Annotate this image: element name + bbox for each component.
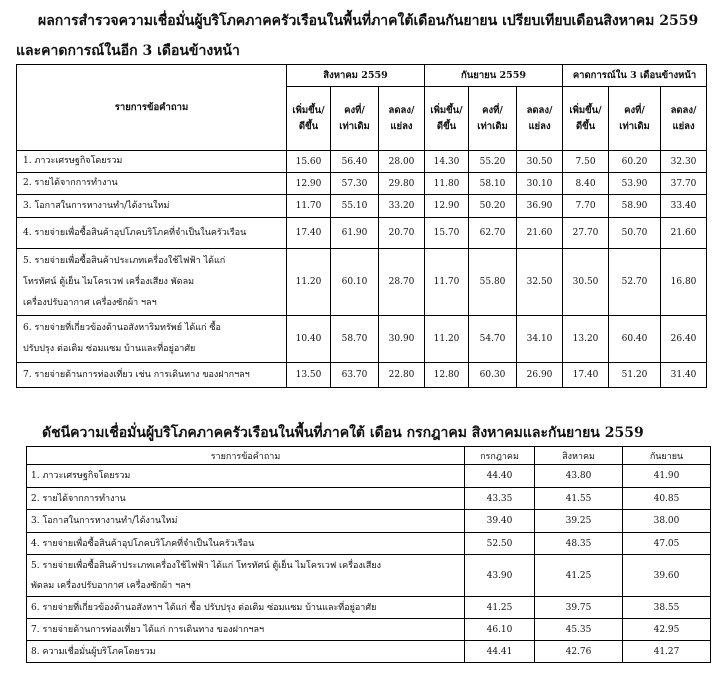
value-cell: 22.80 <box>379 363 425 388</box>
row-label-line: 8. ความเชื่อมั่นผู้บริโภคโดยรวม <box>31 646 156 657</box>
value-cell: 34.10 <box>517 316 563 363</box>
value-cell: 20.70 <box>379 218 425 249</box>
sub-header <box>563 87 609 151</box>
value-cell: 7.70 <box>563 195 609 218</box>
month-header: สิงหาคม <box>535 447 623 465</box>
value-cell: 33.40 <box>661 195 707 218</box>
sub-header-top: คงที่/ <box>624 104 645 116</box>
row-label-line: เครื่องปรับอากาศ เครื่องซักผ้า ฯลฯ <box>23 297 157 308</box>
period-header: กันยายน 2559 <box>425 65 563 87</box>
value-cell: 40.85 <box>623 488 711 510</box>
index-item-header: รายการข้อคำถาม <box>27 447 465 465</box>
row-label <box>27 465 465 488</box>
row-label <box>17 249 287 316</box>
index-title: ดัชนีความเชื่อมั่นผู้บริโภคภาคครัวเรือนในพื้นที่ภาคใต้ เดือน กรกฎาคม สิงหาคมและกันยายน 2559 <box>42 425 644 441</box>
value-cell: 52.70 <box>609 249 661 316</box>
sub-header-bottom: ดีขึ้น <box>436 120 457 132</box>
value-cell: 15.60 <box>287 151 331 173</box>
value-cell: 44.41 <box>465 641 535 663</box>
period-header: คาดการณ์ใน 3 เดือนข้างหน้า <box>563 65 707 87</box>
value-cell: 11.80 <box>425 173 469 195</box>
sub-header-top: คงที่/ <box>482 104 503 116</box>
sub-header <box>425 87 469 151</box>
value-cell: 54.70 <box>469 316 517 363</box>
table-row <box>17 249 707 316</box>
table-row <box>17 195 707 218</box>
sub-header <box>517 87 563 151</box>
sub-header <box>379 87 425 151</box>
value-cell: 41.25 <box>465 597 535 619</box>
table-row <box>17 316 707 363</box>
row-label-line: 5. รายจ่ายเพื่อซื้อสินค้าประเภทเครื่องใช้ไฟฟ้า ได้แก่ โทรทัศน์ ตู้เย็น ไมโครเวฟ เครื่องเสียง <box>31 560 382 571</box>
value-cell: 41.27 <box>623 641 711 663</box>
month-header: กรกฎาคม <box>465 447 535 465</box>
sub-header <box>287 87 331 151</box>
value-cell: 29.80 <box>379 173 425 195</box>
value-cell: 52.50 <box>465 533 535 555</box>
row-label-line: 7. รายจ่ายด้านการท่องเที่ยว เช่น การเดินทาง ของฝากฯลฯ <box>23 369 250 380</box>
sub-header-bottom: ดีขึ้น <box>575 120 596 132</box>
value-cell: 32.50 <box>517 249 563 316</box>
value-cell: 12.90 <box>287 173 331 195</box>
value-cell: 11.20 <box>425 316 469 363</box>
row-label-line: พัดลม เครื่องปรับอากาศ เครื่องซักผ้า ฯลฯ <box>31 580 191 591</box>
value-cell: 28.00 <box>379 151 425 173</box>
sub-header-top: ลดลง/ <box>670 104 697 116</box>
row-label-line: ปรับปรุง ต่อเติม ซ่อมแซม บ้านและที่อยู่อาศัย <box>23 344 196 354</box>
value-cell: 21.60 <box>661 218 707 249</box>
value-cell: 63.70 <box>331 363 379 388</box>
month-header: กันยายน <box>623 447 711 465</box>
row-label <box>27 619 465 641</box>
survey-title: ผลการสำรวจความเชื่อมั่นผู้บริโภคภาคครัวเรือนในพื้นที่ภาคใต้เดือนกันยายน เปรียบเทียบเดือนสิงหาคม 2559 <box>38 13 699 29</box>
row-label-line: 5. รายจ่ายเพื่อซื้อสินค้าประเภทเครื่องใช้ไฟฟ้า ได้แก่ <box>23 255 226 266</box>
value-cell: 60.10 <box>331 249 379 316</box>
sub-header <box>331 87 379 151</box>
value-cell: 33.20 <box>379 195 425 218</box>
value-cell: 46.10 <box>465 619 535 641</box>
value-cell: 27.70 <box>563 218 609 249</box>
survey-subtitle: และคาดการณ์ในอีก 3 เดือนข้างหน้า <box>16 43 240 59</box>
value-cell: 50.70 <box>609 218 661 249</box>
sub-header-bottom: เท่าเดิม <box>619 120 650 132</box>
table-row <box>27 555 711 597</box>
row-label-line: 6. รายจ่ายที่เกี่ยวข้องด้านอสังหาริมทรัพย์ ได้แก่ ซื้อ <box>23 323 221 333</box>
sub-header <box>609 87 661 151</box>
row-label-line: 4. รายจ่ายเพื่อซื้อสินค้าอุปโภคบริโภคที่จำเป็นในครัวเรือน <box>23 227 247 238</box>
value-cell: 61.90 <box>331 218 379 249</box>
survey-table <box>16 64 707 388</box>
sub-header-top: ลดลง/ <box>388 104 415 116</box>
sub-header-bottom: แย่ลง <box>528 120 551 132</box>
row-label-line: 2. รายได้จากการทำงาน <box>31 493 126 504</box>
row-label <box>27 597 465 619</box>
row-label-line: 2. รายได้จากการทำงาน <box>23 178 118 188</box>
value-cell: 38.55 <box>623 597 711 619</box>
sub-header-top: เพิ่มขึ้น/ <box>569 104 602 116</box>
value-cell: 26.90 <box>517 363 563 388</box>
value-cell: 42.76 <box>535 641 623 663</box>
row-label <box>17 316 287 363</box>
table-row <box>27 619 711 641</box>
period-header: สิงหาคม 2559 <box>287 65 425 87</box>
value-cell: 42.95 <box>623 619 711 641</box>
row-label <box>27 641 465 663</box>
sub-header-top: คงที่/ <box>344 104 365 116</box>
row-label <box>17 363 287 388</box>
row-label <box>27 510 465 533</box>
value-cell: 43.80 <box>535 465 623 488</box>
sub-header-bottom: แย่ลง <box>672 120 695 132</box>
value-cell: 51.20 <box>609 363 661 388</box>
value-cell: 30.50 <box>517 151 563 173</box>
value-cell: 12.80 <box>425 363 469 388</box>
row-label-line: 1. ภาวะเศรษฐกิจโดยรวม <box>31 471 131 481</box>
sub-header <box>661 87 707 151</box>
value-cell: 41.25 <box>535 555 623 597</box>
sub-header-top: ลดลง/ <box>526 104 553 116</box>
value-cell: 28.70 <box>379 249 425 316</box>
value-cell: 30.90 <box>379 316 425 363</box>
value-cell: 8.40 <box>563 173 609 195</box>
value-cell: 13.50 <box>287 363 331 388</box>
row-label-line: 6. รายจ่ายที่เกี่ยวข้องด้านอสังหาฯ ได้แก่ ซื้อ ปรับปรุง ต่อเติม ซ่อมแซม บ้านและที่อยู่อาศัย <box>31 602 377 613</box>
value-cell: 36.90 <box>517 195 563 218</box>
value-cell: 62.70 <box>469 218 517 249</box>
value-cell: 31.40 <box>661 363 707 388</box>
value-cell: 47.05 <box>623 533 711 555</box>
sub-header-top: เพิ่มขึ้น/ <box>430 104 463 116</box>
row-label <box>27 533 465 555</box>
value-cell: 41.55 <box>535 488 623 510</box>
table-row <box>17 151 707 173</box>
sub-header-bottom: แย่ลง <box>390 120 413 132</box>
value-cell: 58.90 <box>609 195 661 218</box>
table-row <box>27 533 711 555</box>
table-row <box>27 510 711 533</box>
value-cell: 30.10 <box>517 173 563 195</box>
index-table <box>26 446 711 663</box>
value-cell: 41.90 <box>623 465 711 488</box>
row-label <box>17 173 287 195</box>
value-cell: 43.35 <box>465 488 535 510</box>
value-cell: 26.40 <box>661 316 707 363</box>
value-cell: 30.50 <box>563 249 609 316</box>
value-cell: 15.70 <box>425 218 469 249</box>
value-cell: 11.70 <box>425 249 469 316</box>
value-cell: 11.70 <box>287 195 331 218</box>
value-cell: 60.30 <box>469 363 517 388</box>
table-row <box>27 641 711 663</box>
value-cell: 58.70 <box>331 316 379 363</box>
item-header: รายการข้อคำถาม <box>17 65 287 151</box>
row-label <box>27 555 465 597</box>
value-cell: 16.80 <box>661 249 707 316</box>
value-cell: 53.90 <box>609 173 661 195</box>
value-cell: 7.50 <box>563 151 609 173</box>
row-label-line: 7. รายจ่ายด้านการท่องเที่ยว ได้แก่ การเดินทาง ของฝากฯลฯ <box>31 624 265 635</box>
sub-header-bottom: ดีขึ้น <box>298 120 319 132</box>
row-label-line: 3. โอกาสในการหางานทำ/ได้งานใหม่ <box>23 200 170 211</box>
table-row <box>17 173 707 195</box>
value-cell: 14.30 <box>425 151 469 173</box>
value-cell: 48.35 <box>535 533 623 555</box>
sub-header-bottom: เท่าเดิม <box>339 120 370 132</box>
table-row <box>27 465 711 488</box>
value-cell: 39.25 <box>535 510 623 533</box>
value-cell: 11.20 <box>287 249 331 316</box>
value-cell: 12.90 <box>425 195 469 218</box>
value-cell: 38.00 <box>623 510 711 533</box>
value-cell: 50.20 <box>469 195 517 218</box>
table-row <box>27 597 711 619</box>
table-row <box>17 218 707 249</box>
sub-header-bottom: เท่าเดิม <box>477 120 508 132</box>
value-cell: 39.75 <box>535 597 623 619</box>
value-cell: 55.20 <box>469 151 517 173</box>
row-label <box>17 195 287 218</box>
value-cell: 10.40 <box>287 316 331 363</box>
sub-header-top: เพิ่มขึ้น/ <box>292 104 325 116</box>
row-label <box>17 218 287 249</box>
row-label-line: โทรทัศน์ ตู้เย็น ไมโครเวฟ เครื่องเสียง พัดลม <box>23 276 195 287</box>
value-cell: 17.40 <box>287 218 331 249</box>
table-row <box>17 363 707 388</box>
row-label-line: 3. โอกาสในการหางานทำ/ได้งานใหม่ <box>31 516 178 526</box>
row-label-line: 1. ภาวะเศรษฐกิจโดยรวม <box>23 156 123 166</box>
row-label-line: 4. รายจ่ายเพื่อซื้อสินค้าอุปโภคบริโภคที่จำเป็นในครัวเรือน <box>31 538 255 549</box>
value-cell: 21.60 <box>517 218 563 249</box>
value-cell: 55.80 <box>469 249 517 316</box>
value-cell: 39.40 <box>465 510 535 533</box>
value-cell: 13.20 <box>563 316 609 363</box>
table-row <box>27 488 711 510</box>
value-cell: 32.30 <box>661 151 707 173</box>
sub-header <box>469 87 517 151</box>
value-cell: 39.60 <box>623 555 711 597</box>
value-cell: 17.40 <box>563 363 609 388</box>
value-cell: 58.10 <box>469 173 517 195</box>
row-label <box>17 151 287 173</box>
value-cell: 44.40 <box>465 465 535 488</box>
value-cell: 45.35 <box>535 619 623 641</box>
row-label <box>27 488 465 510</box>
value-cell: 56.40 <box>331 151 379 173</box>
value-cell: 60.40 <box>609 316 661 363</box>
value-cell: 60.20 <box>609 151 661 173</box>
value-cell: 37.70 <box>661 173 707 195</box>
value-cell: 57.30 <box>331 173 379 195</box>
value-cell: 55.10 <box>331 195 379 218</box>
value-cell: 43.90 <box>465 555 535 597</box>
